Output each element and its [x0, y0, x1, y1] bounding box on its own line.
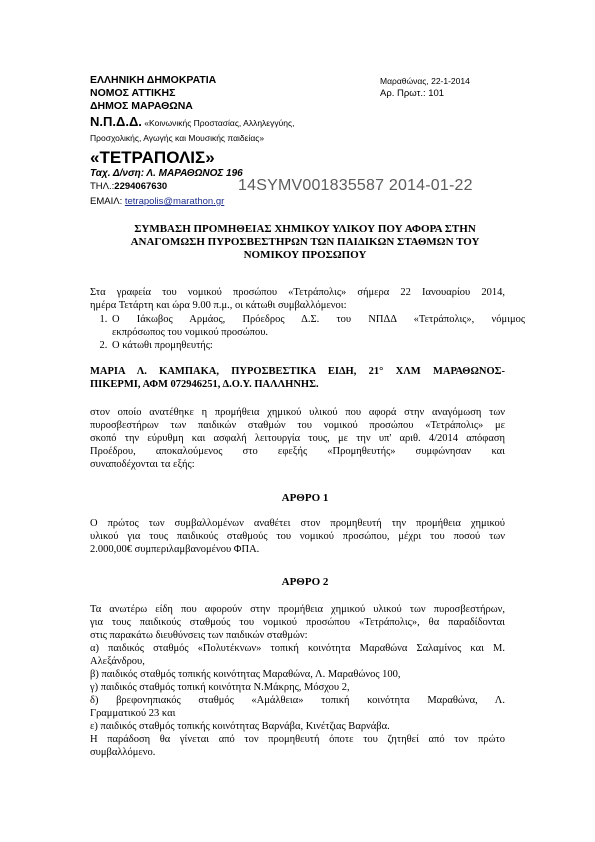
assignment-line-2: πυροσβεστήρων των παιδικών σταθμών του νομικού προσώπου «Τετράπολις» με: [90, 420, 505, 431]
document-title: [90, 223, 520, 262]
npdd-block: [90, 114, 294, 131]
article-2-heading: ΑΡΘΡΟ 2: [281, 576, 329, 588]
delivery-address-a: α) παιδικός σταθμός «Πολυτέκνων» τοπική κοινότητα Μαραθώνα Σαλαμίνος και Μ.: [90, 643, 505, 654]
parties-list: [90, 313, 525, 352]
email-line: [90, 196, 224, 207]
protocol-number: Αρ. Πρωτ.: 101: [380, 88, 445, 99]
ada-stamp: 14SYMV001835587 2014-01-22: [238, 177, 473, 194]
title-line-1: ΣΥΜΒΑΣΗ ΠΡΟΜΗΘΕΙΑΣ ΧΗΜΙΚΟΥ ΥΛΙΚΟΥ ΠΟΥ ΑΦΟΡΑ ΣΤΗΝ: [134, 223, 476, 235]
delivery-address-c: γ) παιδικός σταθμός τοπική κοινότητα Ν.Μάκρης, Μόσχου 2,: [90, 682, 350, 693]
delivery-terms-line-1: Η παράδοση θα γίνεται από τον προμηθευτή όποτε του ζητηθεί από τον πρώτο: [90, 734, 505, 745]
article-1-body: [90, 517, 505, 556]
phone-line: [90, 181, 167, 192]
contractor-line-1: ΜΑΡΙΑ Λ. ΚΑΜΠΑΚΑ, ΠΥΡΟΣΒΕΣΤΙΚΑ ΕΙΔΗ, 21° ΧΛΜ ΜΑΡΑΘΩΝΟΣ-: [90, 366, 505, 377]
delivery-address-d-cont: Γραμματικού 23 και: [90, 708, 176, 719]
delivery-address-e: ε) παιδικός σταθμός τοπικής κοινότητας Βαρνάβα, Κινέτζιας Βαρνάβα.: [90, 721, 390, 732]
assignment-line-3: σκοπό την εύρυθμη και ασφαλή λειτουργία τους, με την υπ' αριθ. 4/2014 απόφαση: [90, 433, 505, 444]
contractor-block: [90, 365, 505, 391]
article-1-line-3: 2.000,00€ συμπεριλαμβανομένου ΦΠΑ.: [90, 544, 260, 555]
title-line-3: ΝΟΜΙΚΟΥ ΠΡΟΣΩΠΟΥ: [243, 249, 367, 261]
org-header: [90, 74, 216, 113]
intro-line-1: Στα γραφεία του νομικού προσώπου «Τετράπολις» σήμερα 22 Ιανουαρίου 2014,: [90, 287, 505, 298]
npdd-description-1: «Κοινωνικής Προστασίας, Αλληλεγγύης,: [144, 118, 295, 128]
delivery-address-d: δ) βρεφονηπιακός σταθμός «Αμάλθεια» τοπική κοινότητα Μαραθώνα, Λ.: [90, 695, 505, 706]
assignment-paragraph: [90, 406, 505, 471]
email-label: ΕΜΑΙΛ:: [90, 196, 123, 207]
doc-meta: [380, 75, 470, 100]
delivery-address-b: β) παιδικός σταθμός τοπικής κοινότητας Μαραθώνα, Λ. Μαραθώνος 100,: [90, 669, 401, 680]
npdd-abbreviation: Ν.Π.Δ.Δ.: [90, 114, 142, 129]
party-2: 2. Ο κάτωθι προμηθευτής:: [110, 339, 525, 352]
assignment-line-4: Προέδρου, αποκαλούμενος στο εφεξής «Προμηθευτής» συμφώνησαν και: [90, 446, 505, 457]
phone-number: 2294067630: [114, 181, 168, 192]
title-line-2: ΑΝΑΓΟΜΩΣΗ ΠΥΡΟΣΒΕΣΤΗΡΩΝ ΤΩΝ ΠΑΙΔΙΚΩΝ ΣΤΑΘΜΩΝ ΤΟΥ: [130, 236, 480, 248]
party-1-line-1: 1. Ο Ιάκωβος Αρμάος, Πρόεδρος Δ.Σ. του ΝΠΔΔ «Τετράπολις», νόμιμος: [112, 314, 525, 325]
article-2-body: [90, 603, 505, 759]
article-1-line-2: υλικού για τους παιδικούς σταθμούς του νομικού προσώπου, μέχρι του ποσού των: [90, 531, 505, 542]
article-1-heading: ΑΡΘΡΟ 1: [281, 492, 329, 504]
intro-paragraph: [90, 286, 505, 312]
entity-address: Ταχ. Δ/νση: Λ. ΜΑΡΑΘΩΝΟΣ 196: [90, 168, 243, 179]
assignment-line-5: συναποδέχονται τα εξής:: [90, 459, 195, 470]
article-2-line-3: στις παρακάτω διευθύνσεις των παιδικών σταθμών:: [90, 630, 308, 641]
party-1: [110, 313, 525, 339]
article-2-line-2: για τους παιδικούς σταθμούς του νομικού προσώπου «Τετράπολις», θα παραδίδονται: [90, 617, 505, 628]
assignment-line-1: στον οποίο ανατέθηκε η προμήθεια χημικού υλικού που αφορά στην αναγόμωση των: [90, 407, 505, 418]
doc-date: Μαραθώνας, 22-1-2014: [380, 76, 470, 86]
party-1-line-2: εκπρόσωπος του νομικού προσώπου.: [112, 327, 269, 338]
delivery-terms-line-2: συμβαλλόμενο.: [90, 747, 156, 758]
delivery-address-a-cont: Αλεξάνδρου,: [90, 656, 145, 667]
org-line-prefecture: ΝΟΜΟΣ ΑΤΤΙΚΗΣ: [90, 87, 176, 99]
contractor-line-2: ΠΙΚΕΡΜΙ, ΑΦΜ 072946251, Δ.Ο.Υ. ΠΑΛΛΗΝΗΣ.: [90, 379, 319, 390]
npdd-description-2: Προσχολικής, Αγωγής και Μουσικής παιδείας»: [90, 133, 265, 143]
article-2-line-1: Τα ανωτέρω είδη που αφορούν στην προμήθεια χημικού υλικού των πυροσβεστήρων,: [90, 604, 505, 615]
article-1-line-1: Ο πρώτος των συμβαλλομένων αναθέτει στον προμηθευτή την προμήθεια χημικού: [90, 518, 505, 529]
intro-line-2: ημέρα Τετάρτη και ώρα 9.00 π.μ., οι κάτωθι συμβαλλόμενοι:: [90, 300, 347, 311]
email-link[interactable]: tetrapolis@marathon.gr: [124, 196, 225, 207]
org-line-municipality: ΔΗΜΟΣ ΜΑΡΑΘΩΝΑ: [90, 100, 193, 112]
phone-label: ΤΗΛ.:: [90, 181, 115, 192]
org-line-republic: ΕΛΛΗΝΙΚΗ ΔΗΜΟΚΡΑΤΙΑ: [90, 74, 217, 86]
entity-name: «ΤΕΤΡΑΠΟΛΙΣ»: [90, 148, 215, 167]
